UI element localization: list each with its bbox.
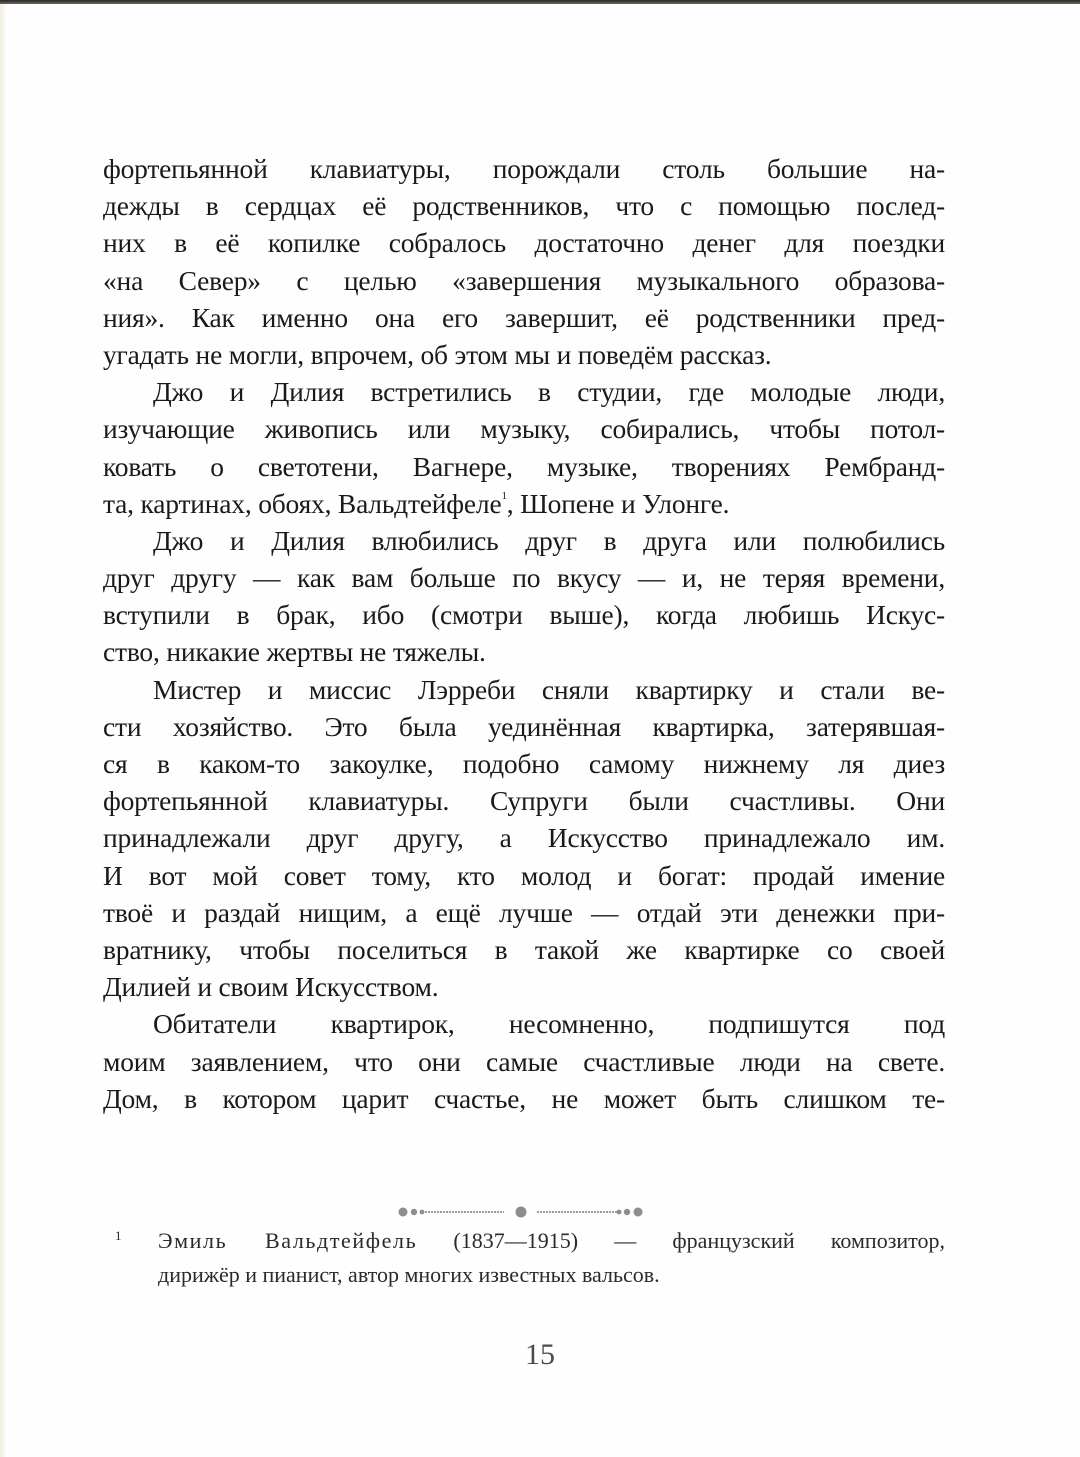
text-line: фортепьянной клавиатуры, порождали столь большие на-	[103, 153, 945, 184]
text-line: ство, никакие жертвы не тяжелы.	[103, 636, 486, 668]
text-line: Дилией и своим Искусством.	[103, 971, 439, 1003]
text-fragment: та, картинах, обоях, Вальдтейфеле	[103, 487, 502, 519]
scan-top-edge	[0, 0, 1080, 4]
text-line: ся в каком-то закоулке, подобно самому нижнему ля диез	[103, 748, 945, 779]
text-line: моим заявлением, что они самые счастливые люди на свете.	[103, 1045, 945, 1077]
footnote-line	[103, 1224, 945, 1258]
text-line: вратнику, чтобы поселиться в такой же квартирке со своей	[103, 933, 945, 965]
ornament-dot	[411, 1209, 417, 1215]
text-line: изучающие живопись или музыку, собирались, чтобы потол-	[103, 413, 945, 445]
footnote-mark: 1	[115, 1228, 122, 1243]
footnote-text: (1837—1915) — французский композитор,	[417, 1228, 945, 1253]
paragraph-start-line: Джо и Дилия влюбились друг в друга или полюбились	[153, 524, 945, 556]
text-line: твоё и раздай нищим, а ещё лучше — отдай эти денежки при-	[103, 896, 945, 928]
text-line: фортепьянной клавиатуры. Супруги были счастливы. Они	[103, 785, 945, 817]
text-line: вступили в брак, ибо (смотри выше), когда любишь Искус-	[103, 599, 945, 631]
text-line: друг другу — как вам больше по вкусу — и, не теряя времени,	[103, 562, 945, 594]
footnote-person-name: Эмиль Вальдтейфель	[158, 1228, 418, 1253]
text-line: Дом, в котором царит счастье, не может быть слишком те-	[103, 1082, 945, 1114]
footnote-line: дирижёр и пианист, автор многих известных вальсов.	[158, 1262, 660, 1287]
text-line: дежды в сердцах её родственников, что с помощью послед-	[103, 190, 945, 222]
text-line: ковать о светотени, Вагнере, музыке, творениях Рембранд-	[103, 450, 945, 482]
text-line: сти хозяйство. Это была уединённая квартирка, затерявшая-	[103, 710, 945, 742]
text-line-with-footnote	[103, 485, 945, 522]
text-line: ния». Как именно она его завершит, её родственники пред-	[103, 301, 945, 333]
page-number: 15	[525, 1338, 555, 1371]
text-line: угадать не могли, впрочем, об этом мы и поведём рассказ.	[103, 338, 772, 370]
ornament-dot	[399, 1208, 408, 1217]
ornament-center-dot	[516, 1207, 527, 1218]
text-line: «на Север» с целью «завершения музыкального образова-	[103, 264, 945, 296]
paragraph-start-line: Обитатели квартирок, несомненно, подпишутся под	[153, 1008, 945, 1040]
scan-left-edge	[0, 4, 6, 1457]
text-line: И вот мой совет тому, кто молод и богат: продай имение	[103, 859, 945, 891]
ornamental-divider-icon	[395, 1202, 645, 1222]
text-line: них в её копилке собралось достаточно денег для поездки	[103, 227, 945, 259]
ornament-dot	[624, 1209, 630, 1215]
footnote-reference[interactable]: 1	[501, 489, 507, 502]
ornament-dot	[634, 1208, 643, 1217]
paragraph-start-line: Мистер и миссис Лэрреби сняли квартирку и стали ве-	[153, 673, 945, 705]
text-line: принадлежали друг другу, а Искусство принадлежало им.	[103, 822, 945, 854]
body-text	[103, 150, 945, 1117]
paragraph-start-line: Джо и Дилия встретились в студии, где молодые люди,	[153, 376, 945, 408]
footnote	[103, 1224, 945, 1292]
text-fragment: , Шопене и Улонге.	[506, 487, 730, 519]
ornament-dot	[617, 1210, 622, 1215]
